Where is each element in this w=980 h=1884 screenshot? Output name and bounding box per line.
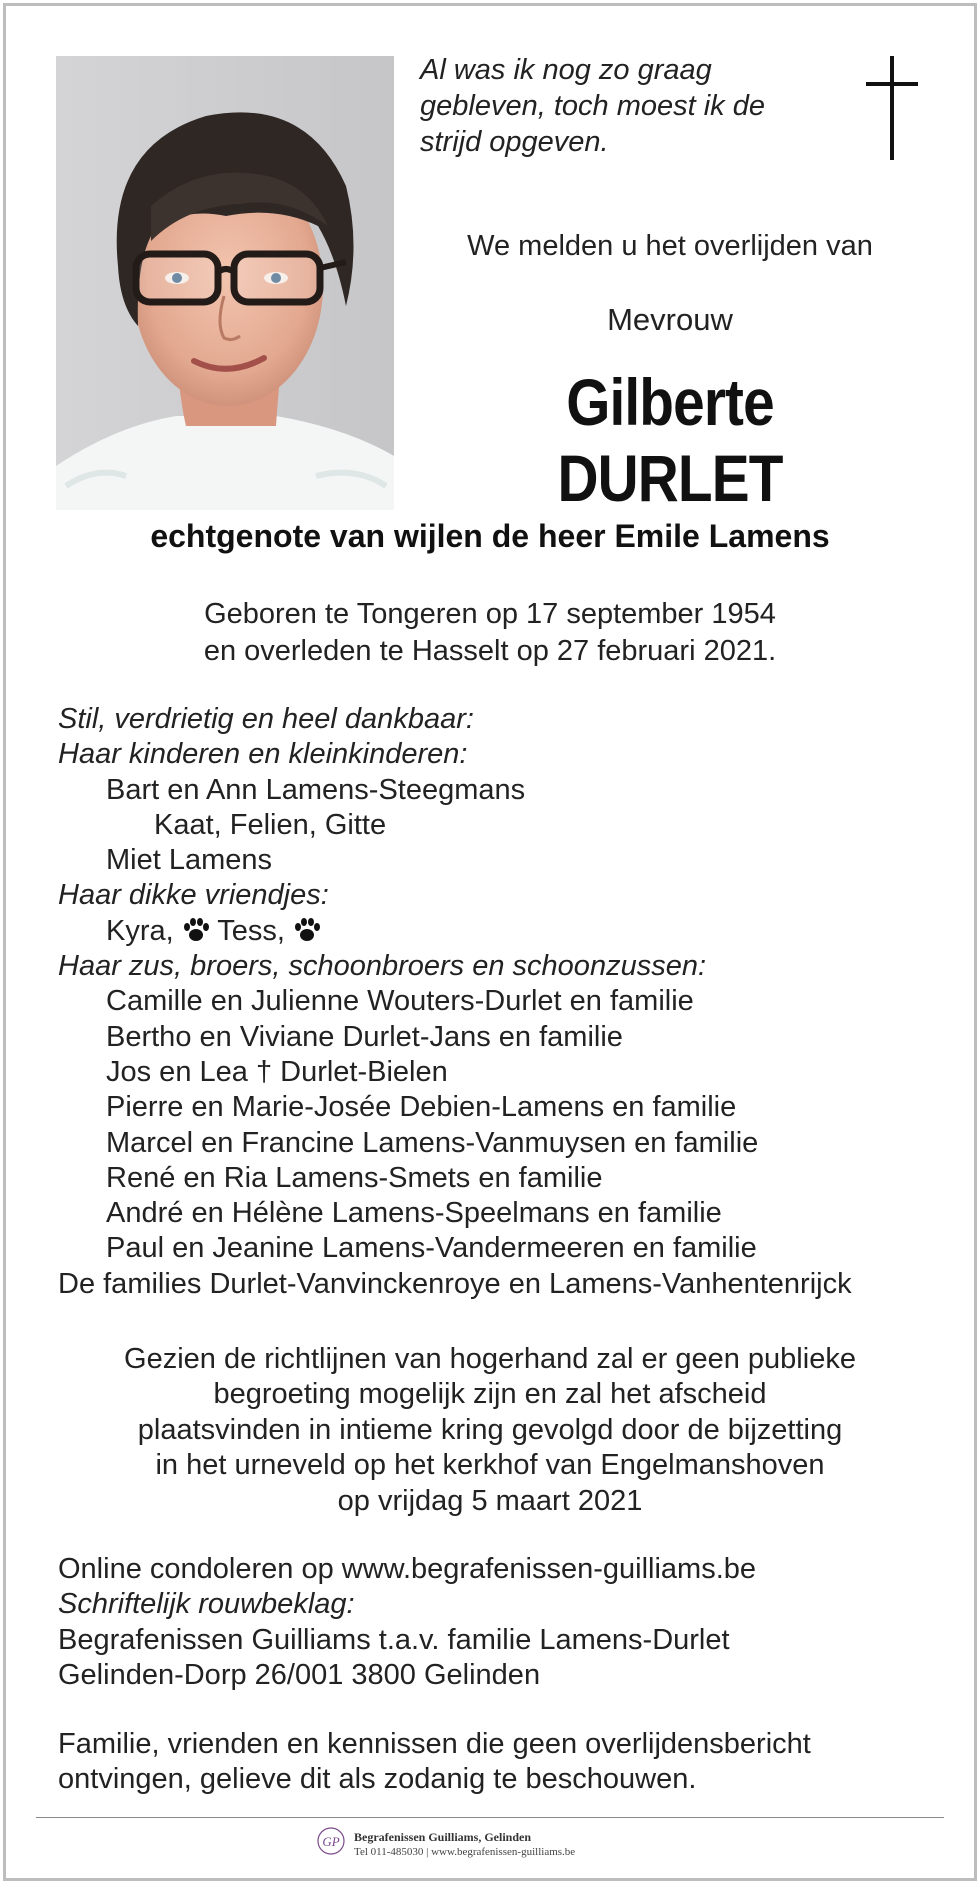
sibling-entry: Marcel en Francine Lamens-Vanmuysen en familie [106, 1126, 759, 1159]
address-line: Begrafenissen Guilliams t.a.v. familie Lamens-Durlet [58, 1623, 730, 1656]
birth-death-dates [40, 596, 940, 670]
honorific: Mevrouw [607, 302, 733, 337]
sibling-entry: René en Ria Lamens-Smets en familie [106, 1161, 603, 1194]
ceremony-notice: Gezien de richtlijnen van hogerhand zal er geen publieke begroeting mogelijk zijn en zal het afscheid plaatsvinden in intieme kring gevolgd door de bijzetting in het urneveld op het kerkhof van Engelmanshoven op vrijdag 5 maart 2021 [124, 1343, 856, 1517]
paw-print-icon [293, 917, 321, 943]
funeral-home-logo-icon [316, 1826, 346, 1856]
children-heading: Haar kinderen en kleinkinderen: [58, 738, 468, 771]
family-member: Miet Lamens [106, 844, 273, 877]
closing-note [58, 1727, 811, 1798]
svg-text:GP: GP [322, 1834, 340, 1849]
latin-cross-icon [862, 56, 922, 160]
closing-line: ontvingen, gelieve dit als zodanig te beschouwen. [58, 1763, 697, 1796]
family-intro: Stil, verdrietig en heel dankbaar: [58, 703, 474, 735]
address-line: Gelinden-Dorp 26/001 3800 Gelinden [58, 1658, 541, 1691]
funeral-home-contact: Tel 011-485030 | www.begrafenissen-guilliams.be [354, 1846, 576, 1858]
family-list [58, 702, 958, 1302]
portrait-photo [56, 56, 394, 510]
contact-info [58, 1552, 756, 1693]
footer-divider [36, 1817, 944, 1818]
online-condolence: Online condoleren op www.begrafenissen-guilliams.be [58, 1553, 757, 1585]
announcement-text: We melden u het overlijden van [467, 230, 873, 262]
birth-line: Geboren te Tongeren op 17 september 1954 [204, 598, 776, 630]
siblings-heading: Haar zus, broers, schoonbroers en schoonzussen: [58, 950, 707, 983]
grandchildren: Kaat, Felien, Gitte [154, 808, 387, 841]
family-member: Bart en Ann Lamens-Steegmans [106, 773, 526, 806]
extended-families: De families Durlet-Vanvinckenroye en Lamens-Vanhentenrijck [58, 1267, 852, 1300]
funeral-home-name: Begrafenissen Guilliams, Gelinden [354, 1830, 532, 1844]
sibling-entry: André en Hélène Lamens-Speelmans en familie [106, 1197, 722, 1230]
pet-name: Kyra, [106, 914, 174, 947]
written-condolence-heading: Schriftelijk rouwbeklag: [58, 1588, 355, 1621]
sibling-entry: Camille en Julienne Wouters-Durlet en familie [106, 985, 694, 1018]
pets-heading: Haar dikke vriendjes: [58, 879, 329, 912]
sibling-entry: Paul en Jeanine Lamens-Vandermeeren en familie [106, 1232, 757, 1265]
memorial-quote: Al was ik nog zo graag gebleven, toch moest ik de strijd opgeven. [420, 54, 765, 158]
death-line: en overleden te Hasselt op 27 februari 2021. [203, 635, 777, 667]
closing-line: Familie, vrienden en kennissen die geen overlijdensbericht [58, 1728, 811, 1760]
pet-name: Tess, [217, 914, 285, 947]
sibling-entry: Pierre en Marie-Josée Debien-Lamens en familie [106, 1091, 737, 1124]
sibling-entry: Bertho en Viviane Durlet-Jans en familie [106, 1020, 623, 1053]
sibling-entry: Jos en Lea † Durlet-Bielen [106, 1055, 448, 1088]
paw-print-icon [182, 917, 210, 943]
deceased-name: Gilberte DURLET [557, 365, 783, 515]
spouse-line: echtgenote van wijlen de heer Emile Lamens [150, 518, 830, 554]
pets-line [58, 914, 958, 949]
